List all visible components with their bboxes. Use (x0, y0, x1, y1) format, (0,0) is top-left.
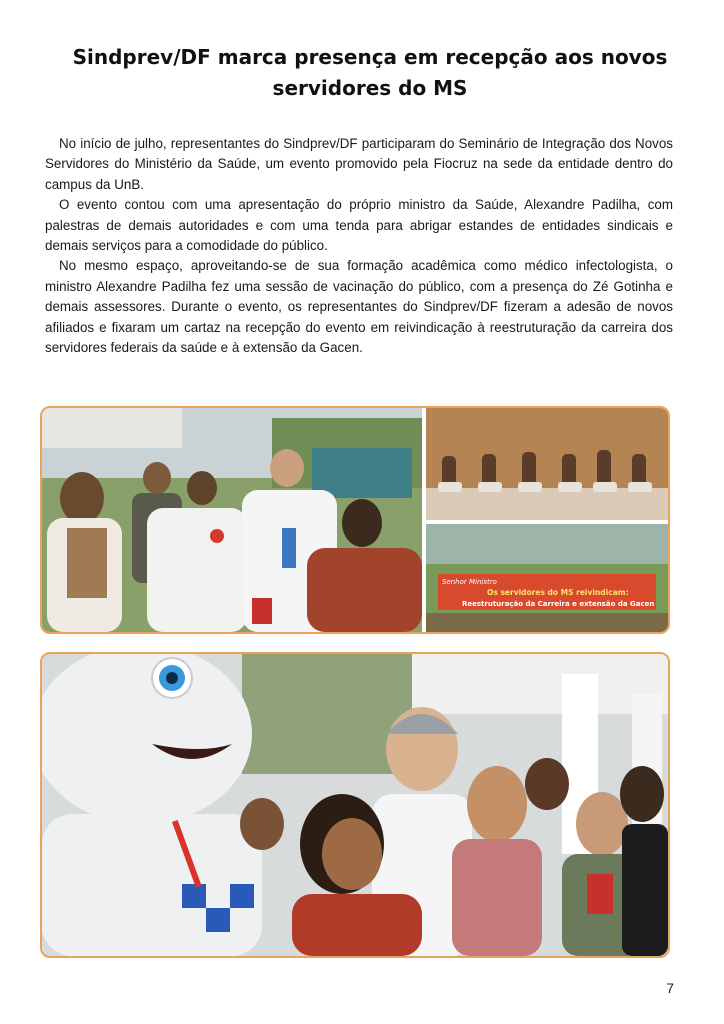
banner-text-3: Reestruturação da Carreira e extensão da Gacen (462, 600, 655, 608)
paragraph-1: No início de julho, representantes do Sindprev/DF participaram do Seminário de Integração dos Novos Servidores do Ministério da Saúde, um evento promovido pela Fiocruz na sede da entidade dentro do campus da UnB. (45, 136, 673, 192)
photo-vaccination-event (40, 652, 670, 958)
photo-vaccination-image (42, 654, 668, 956)
banner-text-1: Senhor Ministro (442, 578, 497, 586)
photo-collage-event-image (42, 408, 668, 632)
title-line-1: Sindprev/DF marca presença em recepção aos novos (72, 45, 668, 69)
paragraph-2: O evento contou com uma apresentação do próprio ministro da Saúde, Alexandre Padilha, com palestras de demais autoridades e com uma tenda para abrigar estandes de entidades sindicais e demais serviços para a comodidade do público. (45, 197, 673, 254)
article-title (60, 42, 680, 104)
page-number: 7 (666, 980, 674, 996)
article-body (45, 134, 673, 358)
banner-text-2: Os servidores do MS reivindicam: (487, 588, 629, 597)
title-line-2: servidores do MS (272, 76, 468, 100)
paragraph-3: No mesmo espaço, aproveitando-se de sua formação acadêmica como médico infectologista, o ministro Alexandre Padilha fez uma sessão de vacinação do público, com a presença do Zé Gotinha e demais assessores. Durante o evento, os representantes do Sindprev/DF fizeram a adesão de novos afiliados e fixaram um cartaz na recepção do evento em reivindicação à reestruturação da carreira dos servidores federais da saúde e à extensão da Gacen. (45, 258, 673, 356)
photo-collage-event (40, 406, 670, 634)
